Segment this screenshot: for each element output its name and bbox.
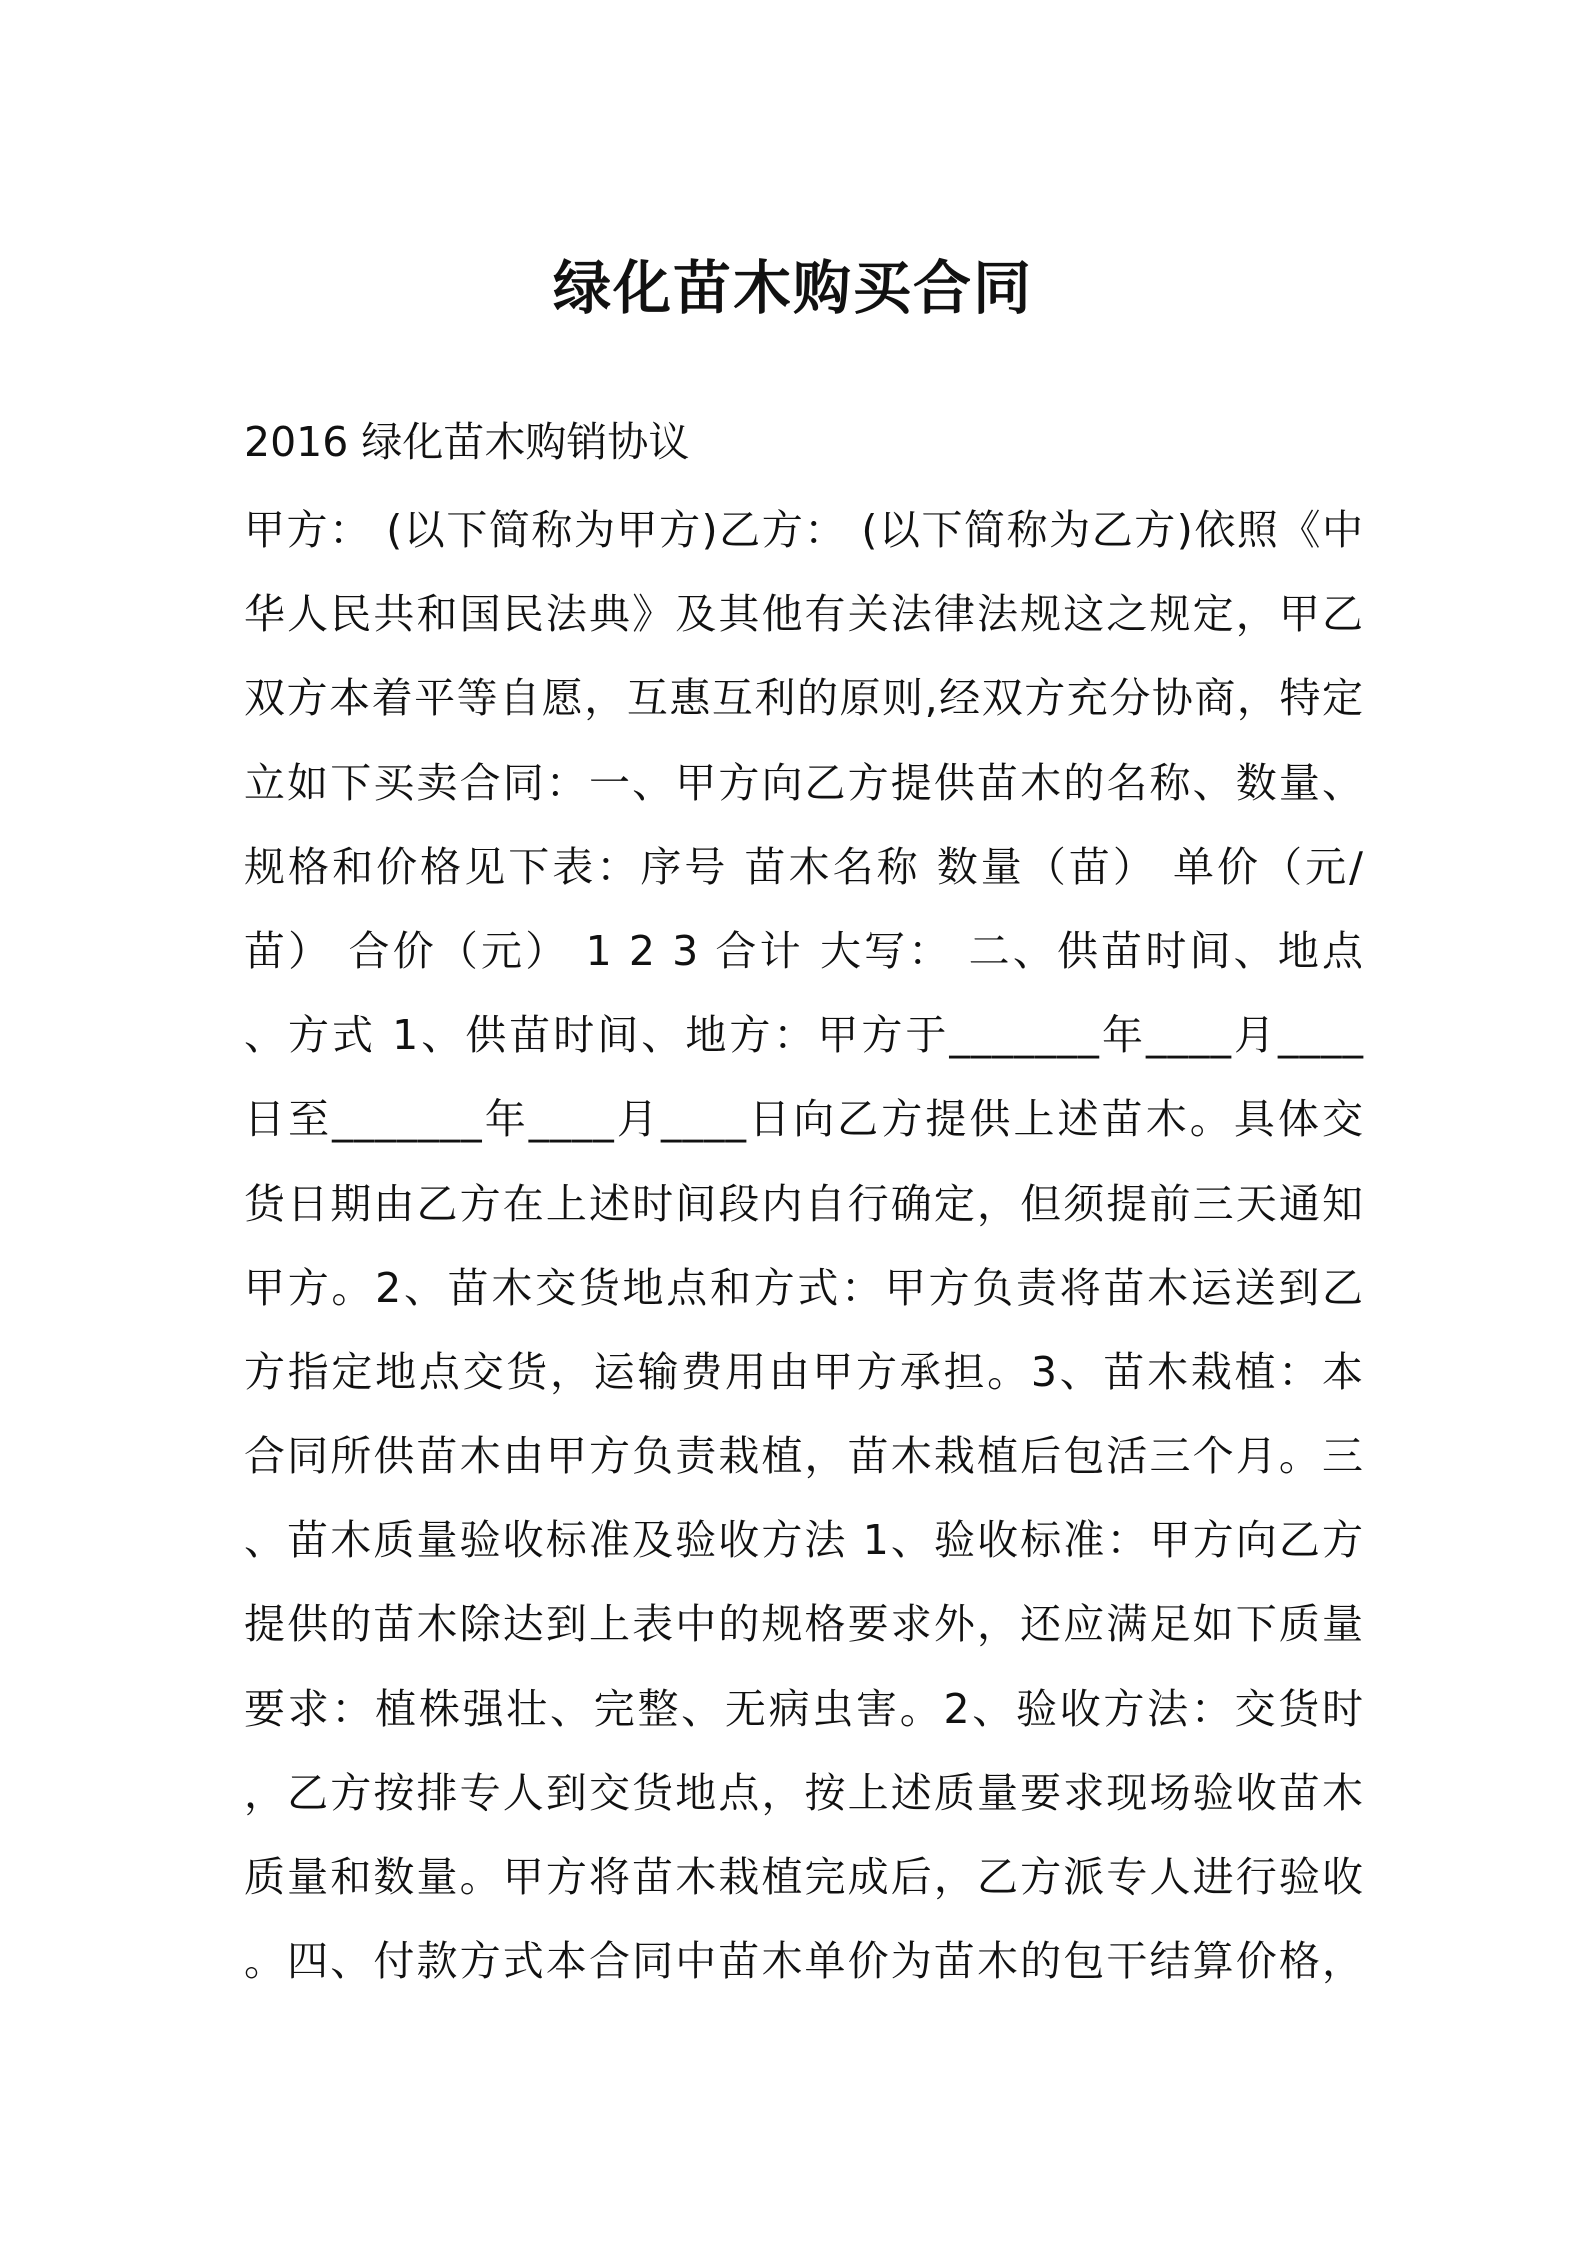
- body-line: 。四、付款方式本合同中苗木单价为苗木的包干结算价格，: [244, 1937, 1364, 1986]
- body-line: 质量和数量。甲方将苗木栽植完成后，乙方派专人进行验收: [244, 1853, 1364, 1901]
- document-title: 绿化苗木购买合同: [552, 254, 1033, 322]
- document-body: [244, 488, 1364, 2003]
- body-line: 华人民共和国民法典》及其他有关法律法规这之规定，甲乙: [244, 590, 1364, 639]
- body-line: 、苗木质量验收标准及验收方法 1、验收标准：甲方向乙方: [244, 1516, 1364, 1565]
- body-line: 甲方。2、苗木交货地点和方式：甲方负责将苗木运送到乙: [244, 1263, 1364, 1312]
- body-line: 甲方： (以下简称为甲方)乙方： (以下简称为乙方)依照《中: [244, 506, 1364, 554]
- body-line: ，乙方按排专人到交货地点，按上述质量要求现场验收苗木: [244, 1768, 1364, 1817]
- body-line: 苗） 合价（元） 1 2 3 合计 大写： 二、供苗时间、地点: [244, 926, 1364, 975]
- document-subtitle: 2016 绿化苗木购销协议: [244, 418, 690, 466]
- body-line: 提供的苗木除达到上表中的规格要求外，还应满足如下质量: [244, 1600, 1364, 1649]
- body-line: 规格和价格见下表：序号 苗木名称 数量（苗） 单价（元/: [244, 842, 1364, 891]
- body-line: 合同所供苗木由甲方负责栽植，苗木栽植后包活三个月。三: [244, 1432, 1364, 1481]
- body-line: 要求：植株强壮、完整、无病虫害。2、验收方法：交货时: [244, 1684, 1364, 1733]
- body-line: 日至_______年____月____日向乙方提供上述苗木。具体交: [244, 1095, 1364, 1144]
- body-line: 双方本着平等自愿，互惠互利的原则,经双方充分协商，特定: [244, 674, 1364, 723]
- body-line: 、方式 1、供苗时间、地方：甲方于_______年____月____: [244, 1011, 1364, 1060]
- body-line: 货日期由乙方在上述时间段内自行确定，但须提前三天通知: [244, 1179, 1364, 1228]
- body-line: 方指定地点交货，运输费用由甲方承担。3、苗木栽植：本: [244, 1347, 1364, 1396]
- body-line: 立如下买卖合同：一、甲方向乙方提供苗木的名称、数量、: [244, 758, 1364, 807]
